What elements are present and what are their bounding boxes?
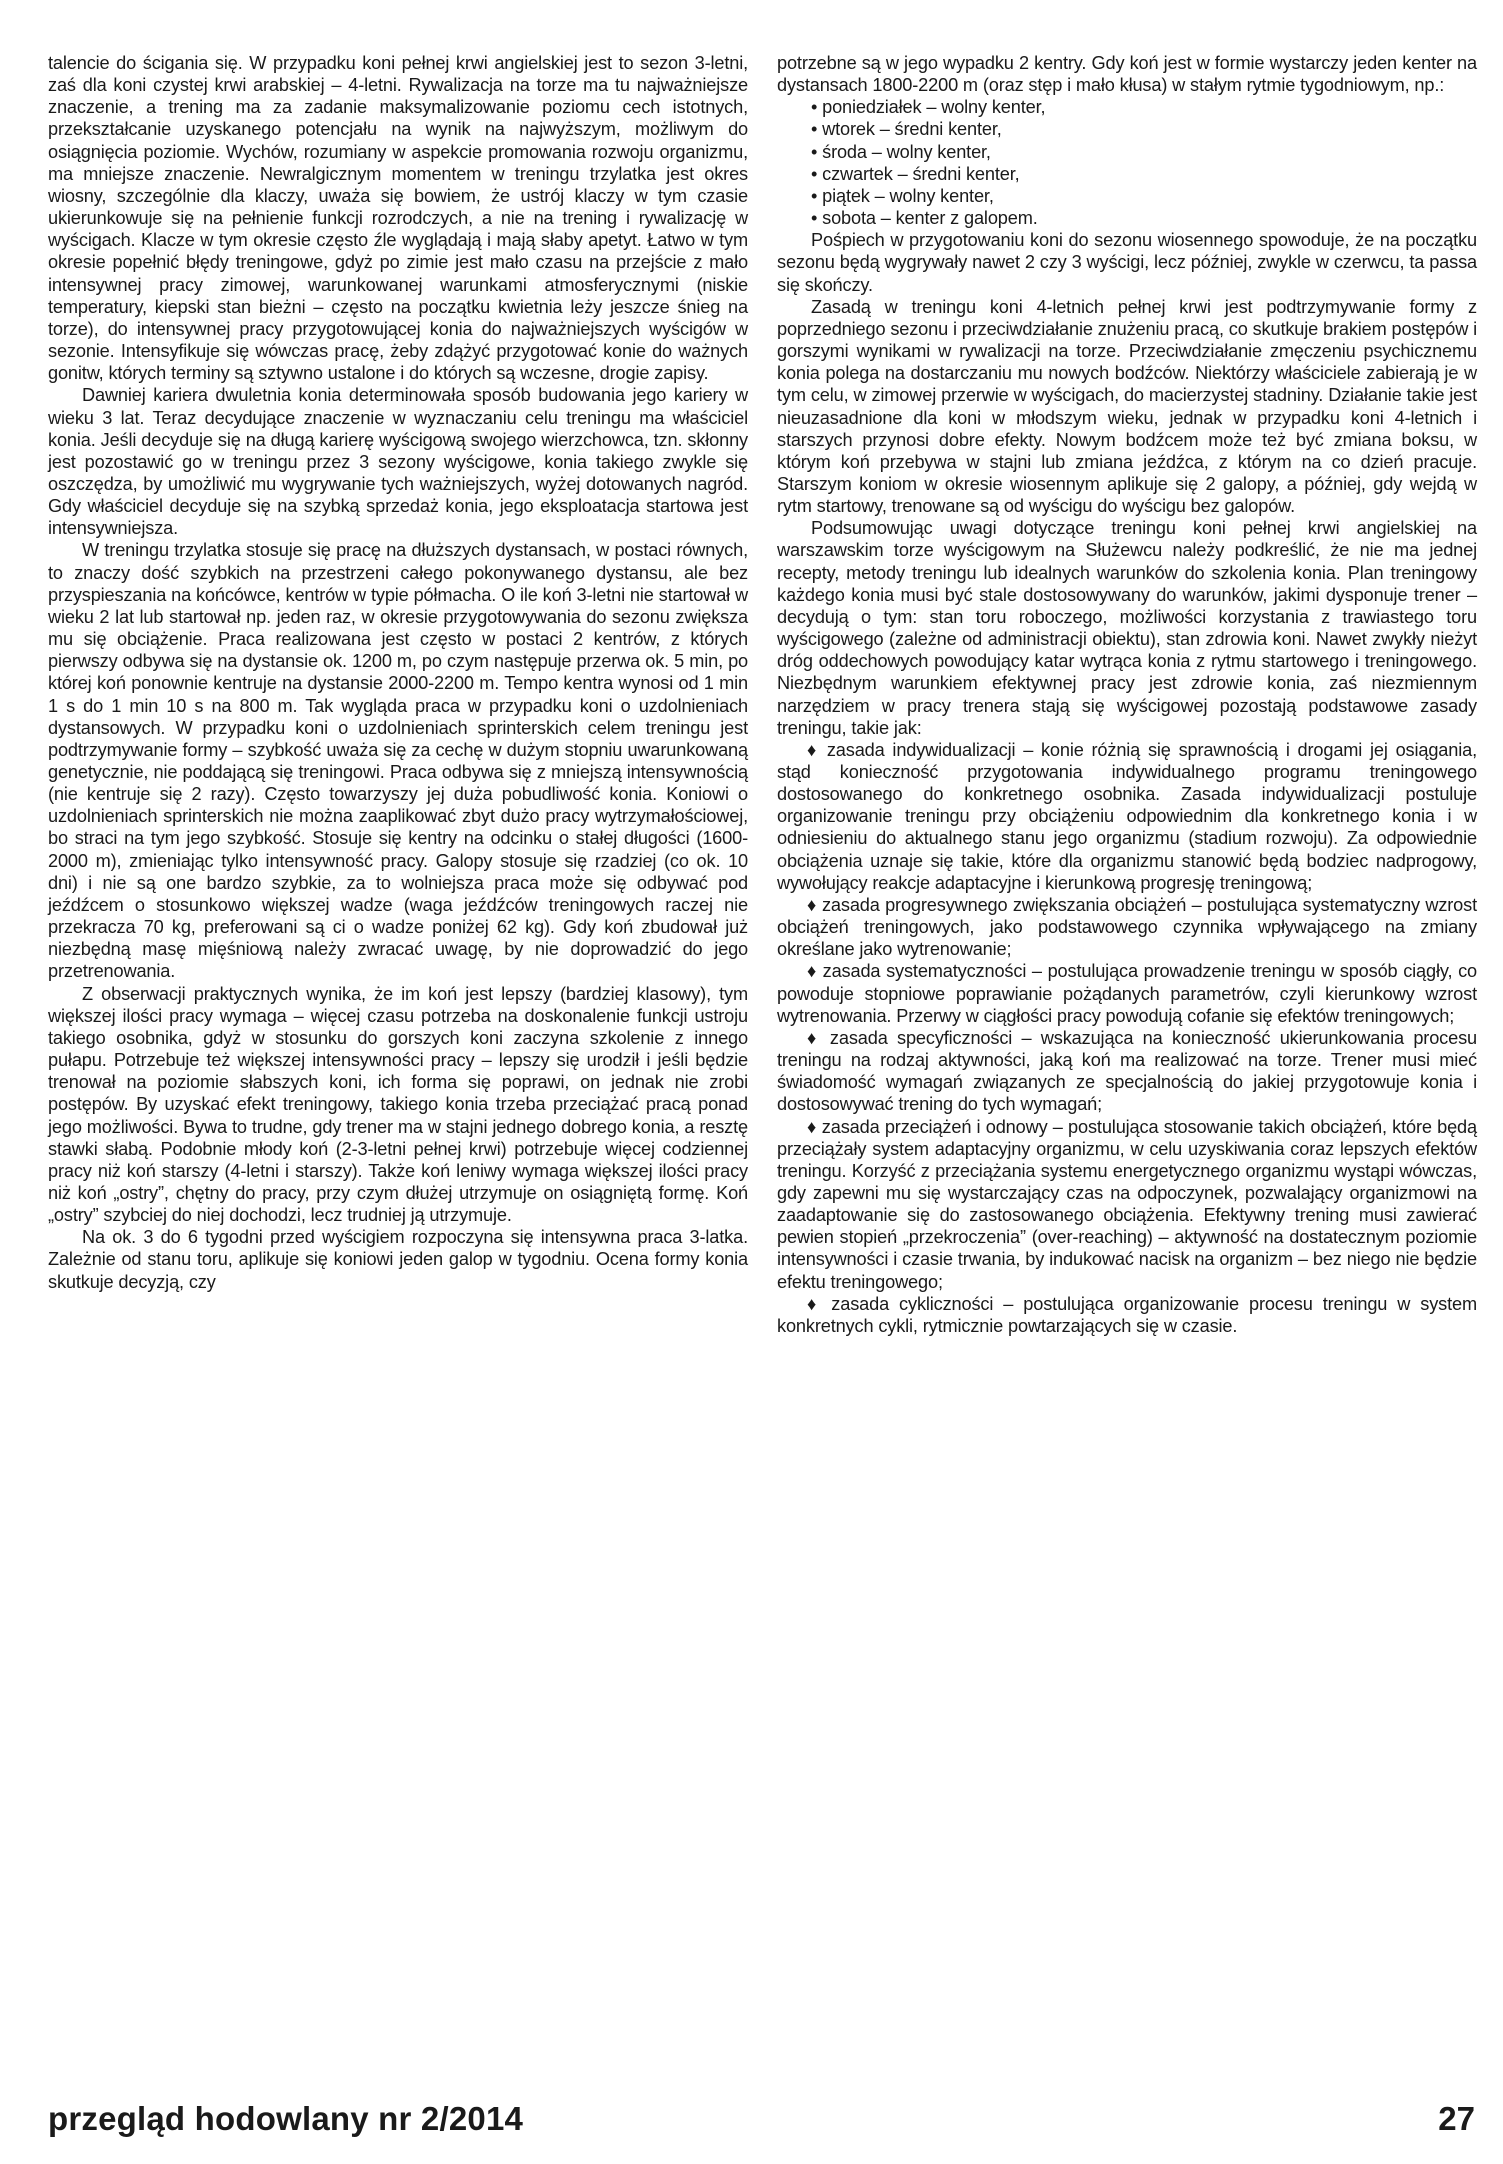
schedule-item: • wtorek – średni kenter,	[811, 119, 1002, 140]
principle-item: ♦ zasada cykliczności – postulująca organizowanie procesu treningu w system konkretnych cykli, rytmicznie powtarzających się w czasie.	[777, 1293, 1477, 1336]
principle-item: ♦ zasada systematyczności – postulująca prowadzenie treningu w sposób ciągły, co powoduje stopniowe poprawianie pożądanych parametrów, czyli kierunkowy wzrost wytrenowania. Przerwy w ciągłości pracy powodują cofanie się efektów treningowych;	[777, 961, 1477, 1026]
principle-item: ♦ zasada przeciążeń i odnowy – postulująca stosowanie takich obciążeń, które będą przeciążały system adaptacyjny organizmu, w celu uzyskiwania coraz lepszych efektów treningu. Korzyść z przeciążania systemu energetycznego organizmu wystąpi wówczas, gdy zapewni mu się wystarczający czas na odpoczynek, pozwalający organizmowi na zaadaptowanie się do zastosowanego obciążenia. Efektywny trening musi zawierać pewien stopień „przekroczenia” (over-reaching) – aktywność na dostatecznym poziomie intensywności i czasie trwania, by indukować nacisk na organizm – bez niego nie będzie efektu treningowego;	[777, 1116, 1477, 1292]
schedule-item: • środa – wolny kenter,	[811, 141, 991, 162]
journal-footer-title: przegląd hodowlany nr 2/2014	[48, 2100, 524, 2137]
schedule-item: • piątek – wolny kenter,	[811, 185, 994, 206]
paragraph: potrzebne są w jego wypadku 2 kentry. Gdy koń jest w formie wystarczy jeden kenter na dystansach 1800-2200 m (oraz stęp i mało kłusa) w stałym rytmie tygodniowym, np.:	[777, 53, 1477, 96]
schedule-item: • sobota – kenter z galopem.	[811, 208, 1038, 229]
paragraph: W treningu trzylatka stosuje się pracę na dłuższych dystansach, w postaci równych, to znaczy dość szybkich na przestrzeni całego pokonywanego dystansu, ale bez przyspieszania na końcówce, kentrów w typie półmacha. O ile koń 3-letni nie startował w wieku 2 lat lub startował np. jeden raz, w okresie przygotowywania do sezonu zwiększa mu się obciążenie. Praca realizowana jest często w postaci 2 kentrów, z których pierwszy odbywa się na dystansie ok. 1200 m, po czym następuje przerwa ok. 5 min, po której koń ponownie kentruje na dystansie 2000-2200 m. Tempo kentra wynosi od 1 min 1 s do 1 min 10 s na 800 m. Tak wygląda praca w przypadku koni o uzdolnieniach dystansowych. W przypadku koni o uzdolnieniach sprinterskich celem treningu jest podtrzymywanie formy – szybkość uważa się za cechę w dużym stopniu uwarunkowaną genetycznie, nie poddającą się treningowi. Praca odbywa się z mniejszą intensywnością (nie kentruje się 2 razy). Często towarzyszy jej duża pobudliwość konia. Koniowi o uzdolnieniach sprinterskich nie można zaaplikować zbyt dużo pracy wytrzymałościowej, bo straci na tym jego szybkość. Stosuje się kentry na odcinku o stałej długości (1600-2000 m), zmieniając tylko intensywność pracy. Galopy stosuje się rzadziej (co ok. 10 dni) i nie są one bardzo szybkie, za to wolniejsza praca może się odbywać pod jeźdźcem o stosunkowo większej wadze (waga jeźdźców treningowych raczej nie przekracza 70 kg, preferowani są ci o wadze poniżej 62 kg). Gdy koń zbudował już niezbędną masę mięśniową należy zwracać uwagę, by nie doprowadzić do jego przetrenowania.	[48, 540, 748, 982]
paragraph: Podsumowując uwagi dotyczące treningu koni pełnej krwi angielskiej na warszawskim torze wyścigowym na Służewcu należy podkreślić, że nie ma jednej recepty, metody treningu lub idealnych warunków do szkolenia konia. Plan treningowy każdego konia musi być stale dostosowywany do warunków, jakimi dysponuje trener – decydują o tym: stan toru roboczego, możliwości korzystania z trawiastego toru wyścigowego (zależne od administracji obiektu), stan zdrowia koni. Nawet zwykły nieżyt dróg oddechowych powodujący katar wytrąca konia z rytmu startowego i treningowego. Niezbędnym warunkiem efektywnej pracy jest zdrowie konia, zaś niezmiennym narzędziem w pracy trenera stają się wyścigowej pozostają podstawowe zasady treningu, takie jak:	[777, 518, 1477, 738]
right-text-column	[777, 52, 1477, 1337]
principle-item: ♦ zasada specyficzności – wskazująca na konieczność ukierunkowania procesu treningu na rodzaj aktywności, jaką koń ma realizować na torze. Trener musi mieć świadomość wymagań związanych ze specjalnością do jakiej przygotowuje konia i dostosowywać trening do tych wymagań;	[777, 1027, 1477, 1115]
schedule-item: • poniedziałek – wolny kenter,	[811, 97, 1046, 118]
left-text-column	[48, 52, 748, 1293]
schedule-item: • czwartek – średni kenter,	[811, 163, 1020, 184]
paragraph: Pośpiech w przygotowaniu koni do sezonu wiosennego spowoduje, że na początku sezonu będą wygrywały nawet 2 czy 3 wyścigi, lecz później, zwykle w czerwcu, ta passa się skończy.	[777, 230, 1477, 295]
page-number: 27	[1438, 2100, 1475, 2137]
paragraph: Zasadą w treningu koni 4-letnich pełnej krwi jest podtrzymywanie formy z poprzedniego sezonu i przeciwdziałanie znużeniu pracą, co skutkuje brakiem postępów i gorszymi wynikami w rywalizacji na torze. Przeciwdziałanie zmęczeniu psychicznemu konia polega na dostarczaniu mu nowych bodźców. Niektórzy właściciele zabierają je w tym celu, w zimowej przerwie w wyścigach, do macierzystej stadniny. Działanie takie jest nieuzasadnione dla koni w młodszym wieku, jednak w przypadku koni 4-letnich i starszych przynosi dobre efekty. Nowym bodźcem może też być zmiana boksu, w którym koń przebywa w stajni lub zmiana jeźdźca, z którym na co dzień pracuje. Starszym koniom w okresie wiosennym aplikuje się 2 galopy, a później, gdy wejdą w rytm startowy, trenowane są od wyścigu do wyścigu bez galopów.	[777, 296, 1477, 517]
principle-item: ♦ zasada progresywnego zwiększania obciążeń – postulująca systematyczny wzrost obciążeń treningowych, jako podstawowego czynnika wpływającego na zmiany określane jako wytrenowanie;	[777, 894, 1477, 960]
principle-item: ♦ zasada indywidualizacji – konie różnią się sprawnością i drogami jej osiągania, stąd konieczność przygotowania indywidualnego programu treningowego dostosowanego do konkretnego osobnika. Zasada indywidualizacji postuluje organizowanie treningu przy obciążeniu odpowiednim dla konkretnego konia i w odniesieniu do aktualnego stanu jego organizmu (stadium rozwoju). Za odpowiednie obciążenia uznaje się takie, które dla organizmu stanowić będą bodziec nadprogowy, wywołujący reakcje adaptacyjne i kierunkową progresję treningową;	[777, 739, 1477, 893]
paragraph: Z obserwacji praktycznych wynika, że im koń jest lepszy (bardziej klasowy), tym większej ilości pracy wymaga – więcej czasu potrzeba na doskonalenie funkcji ustroju takiego osobnika, gdyż w stosunku do gorszych koni zaczyna szkolenie z innego pułapu. Potrzebuje też większej intensywności pracy – lepszy się urodził i jeśli będzie trenował na poziomie słabszych koni, ich forma się poprawi, on jednak nie zrobi postępów. By uzyskać efekt treningowy, takiego konia trzeba przeciążać pracą ponad jego możliwości. Bywa to trudne, gdy trener ma w stajni jednego dobrego konia, a resztę stawki słabą. Podobnie młody koń (2-3-letni pełnej krwi) potrzebuje więcej codziennej pracy niż koń starszy (4-letni i starszy). Także koń leniwy wymaga większej ilości pracy niż koń „ostry”, chętny do pracy, przy czym dłużej utrzymuje on osiągniętą formę. Koń „ostry” szybciej do niej dochodzi, lecz trudniej ją utrzymuje.	[48, 983, 748, 1226]
paragraph: Na ok. 3 do 6 tygodni przed wyścigiem rozpoczyna się intensywna praca 3-latka. Zależnie od stanu toru, aplikuje się koniowi jeden galop w tygodniu. Ocena formy konia skutkuje decyzją, czy	[48, 1227, 748, 1292]
paragraph: talencie do ścigania się. W przypadku koni pełnej krwi angielskiej jest to sezon 3-letni, zaś dla koni czystej krwi arabskiej – 4-letni. Rywalizacja na torze ma tu najważniejsze znaczenie, a trening ma za zadanie maksymalizowanie poziomu cech istotnych, przekształcanie uzyskanego potencjału na wynik na najwyższym, możliwym do osiągnięcia poziomie. Wychów, rozumiany w aspekcie promowania rozwoju organizmu, ma mniejsze znaczenie. Newralgicznym momentem w treningu trzylatka jest okres wiosny, szczególnie dla klaczy, uważa się bowiem, że ustrój klaczy w tym czasie ukierunkowuje się na pełnienie funkcji rozrodczych, a nie na trening i rywalizację w wyścigach. Klacze w tym okresie często źle wyglądają i mają słaby apetyt. Łatwo w tym okresie popełnić błędy treningowe, gdyż po zimie jest mało czasu na przejście z mało intensywnej pracy zimowej, warunkowanej warunkami atmosferycznymi (niskie temperatury, kiepski stan bieżni – często na początku kwietnia leży jeszcze śnieg na torze), do intensywnej pracy przygotowującej konia do najważniejszych wyścigów w sezonie. Intensyfikuje się wówczas pracę, żeby zdążyć przygotować konie do ważnych gonitw, których terminy są sztywno ustalone i do których są wczesne, drogie zapisy.	[48, 53, 748, 384]
paragraph: Dawniej kariera dwuletnia konia determinowała sposób budowania jego kariery w wieku 3 lat. Teraz decydujące znaczenie w wyznaczaniu celu treningu ma właściciel konia. Jeśli decyduje się na długą karierę wyścigową swojego wierzchowca, tzn. skłonny jest pozostawić go w treningu przez 3 sezony wyścigowe, konia takiego zwykle się oszczędza, by umożliwić mu wygrywanie tych ważniejszych, wyżej dotowanych nagród. Gdy właściciel decyduje się na szybką sprzedaż konia, jego eksploatacja startowa jest intensywniejsza.	[48, 385, 748, 539]
